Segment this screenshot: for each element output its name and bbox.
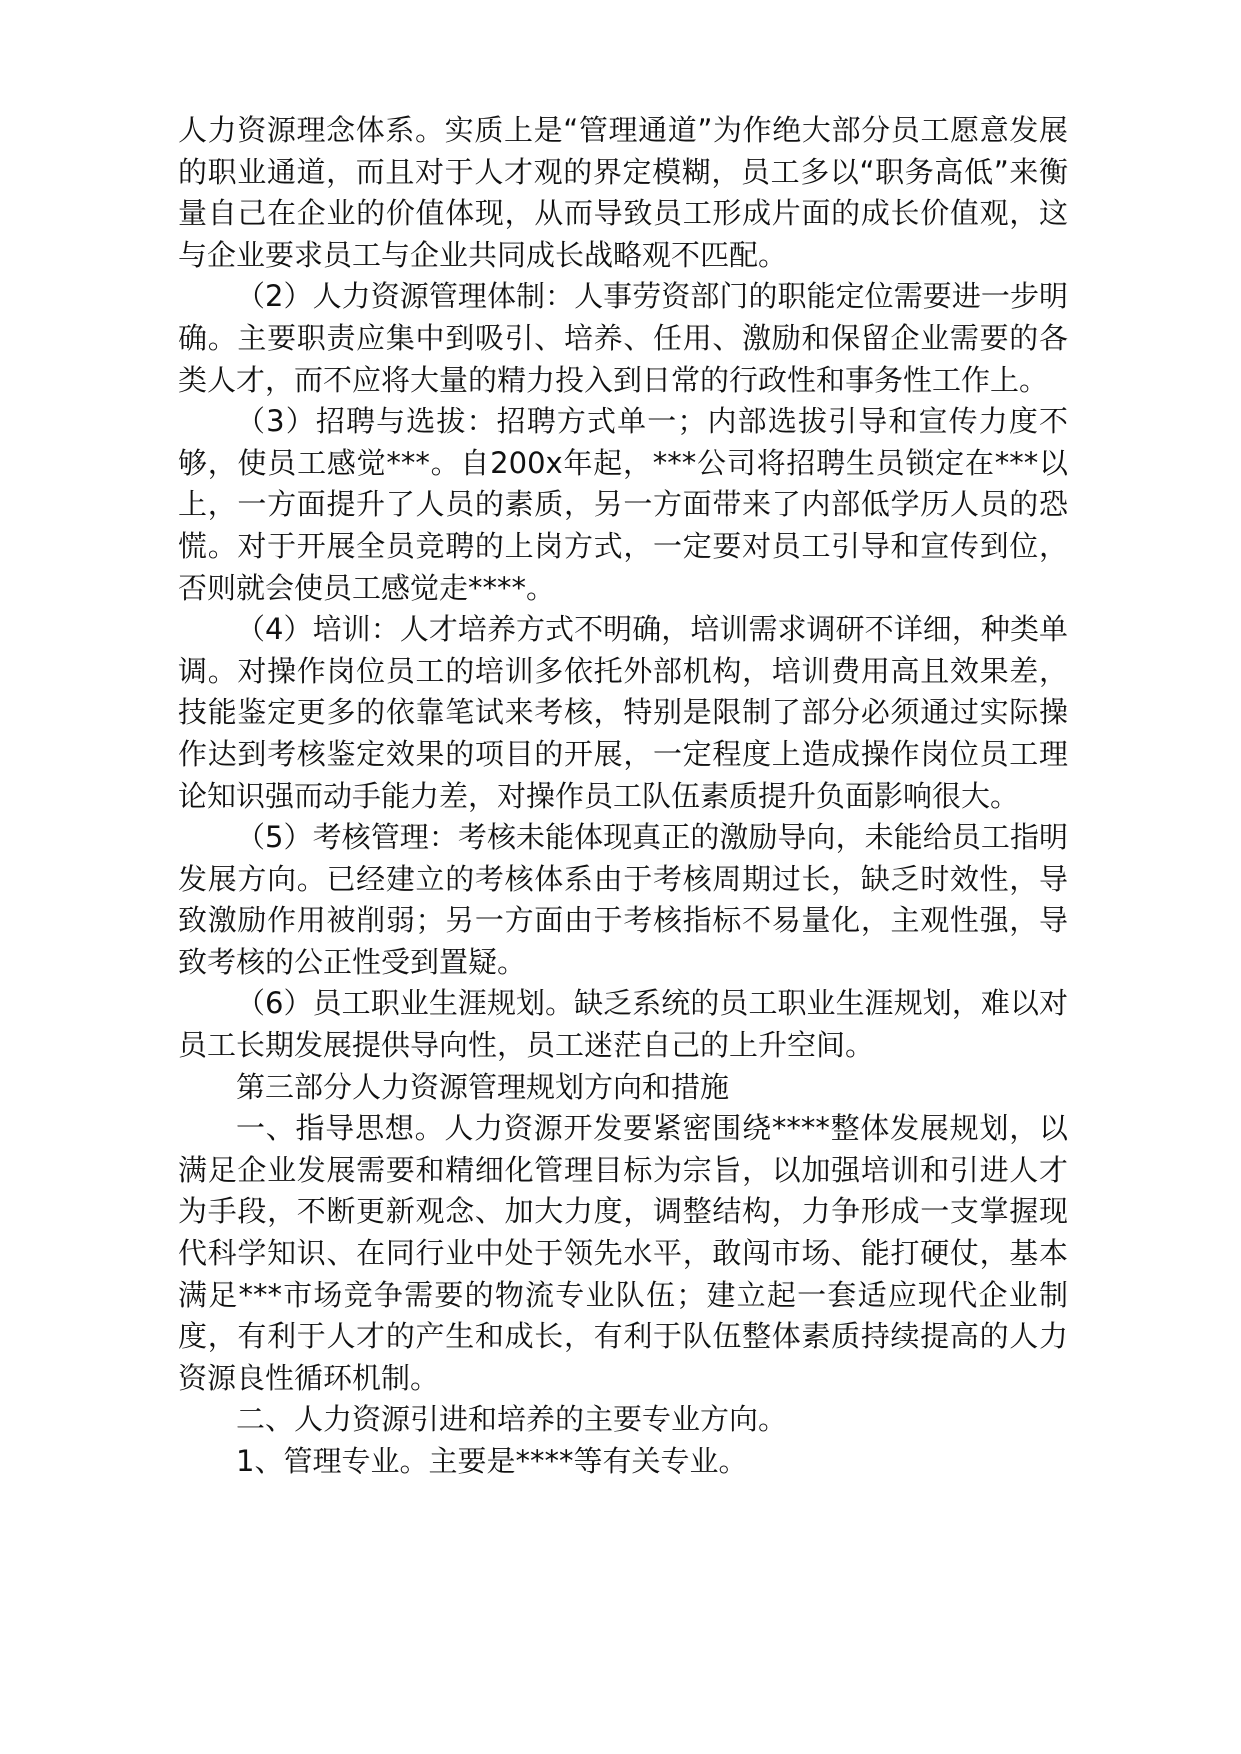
paragraph-training: （4）培训：人才培养方式不明确，培训需求调研不详细，种类单调。对操作岗位员工的培训多依托外部机构，培训费用高且效果差，技能鉴定更多的依靠笔试来考核，特别是限制了部分必须通过实际操作达到考核鉴定效果的项目的开展，一定程度上造成操作岗位员工理论知识强而动手能力差，对操作员工队伍素质提升负面影响很大。 [178,612,1068,813]
paragraph-specialty-direction: 二、人力资源引进和培养的主要专业方向。 [236,1402,788,1437]
paragraph-assessment: （5）考核管理：考核未能体现真正的激励导向，未能给员工指明发展方向。已经建立的考核体系由于考核周期过长，缺乏时效性，导致激励作用被削弱；另一方面由于考核指标不易量化，主观性强，导致考核的公正性受到置疑。 [178,820,1068,979]
paragraph-value-system: 人力资源理念体系。实质上是“管理通道”为作绝大部分员工愿意发展的职业通道，而且对于人才观的界定模糊，员工多以“职务高低”来衡量自己在企业的价值体现，从而导致员工形成片面的成长价值观，这与企业要求员工与企业共同成长战略观不匹配。 [178,113,1068,272]
paragraph-guiding-thought: 一、指导思想。人力资源开发要紧密围绕****整体发展规划，以满足企业发展需要和精细化管理目标为宗旨，以加强培训和引进人才为手段，不断更新观念、加大力度，调整结构，力争形成一支掌握现代科学知识、在同行业中处于领先水平，敢闯市场、能打硬仗，基本满足***市场竞争需要的物流专业队伍；建立起一套适应现代企业制度，有利于人才的产生和成长，有利于队伍整体素质持续提高的人力资源良性循环机制。 [178,1111,1068,1395]
paragraph-management-specialty: 1、管理专业。主要是****等有关专业。 [236,1444,748,1478]
document-page [178,110,1068,1483]
section-heading-part-three: 第三部分人力资源管理规划方向和措施 [236,1069,730,1104]
paragraph-recruitment: （3）招聘与选拔：招聘方式单一；内部选拔引导和宣传力度不够，使员工感觉***。自200x年起，***公司将招聘生员锁定在***以上，一方面提升了人员的素质，另一方面带来了内部低学历人员的恐慌。对于开展全员竞聘的上岗方式，一定要对员工引导和宣传到位，否则就会使员工感觉走****。 [178,404,1068,605]
paragraph-management-system: （2）人力资源管理体制：人事劳资部门的职能定位需要进一步明确。主要职责应集中到吸引、培养、任用、激励和保留企业需要的各类人才，而不应将大量的精力投入到日常的行政性和事务性工作上。 [178,279,1068,397]
paragraph-career-planning: （6）员工职业生涯规划。缺乏系统的员工职业生涯规划，难以对员工长期发展提供导向性，员工迷茫自己的上升空间。 [178,986,1068,1063]
